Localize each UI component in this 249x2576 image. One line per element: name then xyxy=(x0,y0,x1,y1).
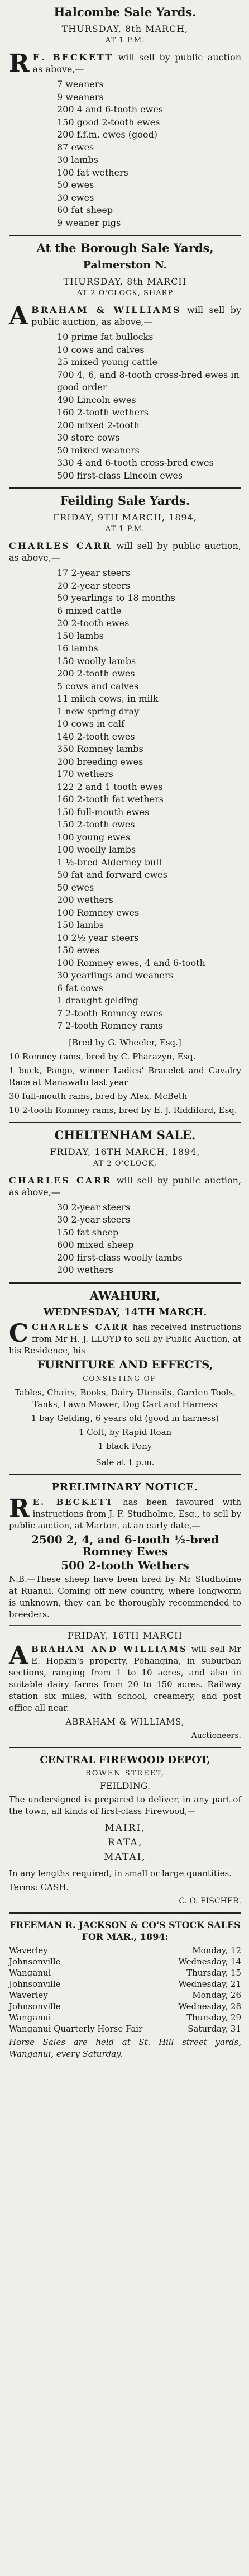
awahuri-consisting: CONSISTING OF — xyxy=(83,1374,167,1382)
freeman-schedule xyxy=(9,1945,241,2034)
sale-place: Johnsonville xyxy=(9,1978,61,1989)
awahuri-date: WEDNESDAY, 14TH MARCH. xyxy=(43,1306,207,1318)
lot-item: 20 2-tooth ewes xyxy=(57,618,130,628)
firewood-note: In any lengths required, in small or large quantities. xyxy=(9,1868,232,1878)
lot-item: 6 mixed cattle xyxy=(57,605,122,616)
lot-item: 7 2-tooth Romney ewes xyxy=(57,1007,163,1019)
firewood-terms: Terms: CASH. xyxy=(9,1882,69,1892)
borough-heading: At the Borough Sale Yards, xyxy=(36,241,214,255)
table-row xyxy=(9,2012,241,2023)
lot-item: 150 lambs xyxy=(57,630,104,641)
awahuri-pony: 1 black Pony xyxy=(98,1441,152,1451)
lot-item: 200 2-tooth ewes xyxy=(57,668,135,679)
table-row xyxy=(9,1945,241,1956)
feilding-extras xyxy=(9,1051,241,1116)
dropcap: A xyxy=(9,302,28,330)
lot-item: 160 2-tooth fat wethers xyxy=(57,794,164,804)
sale-place: Wanganui xyxy=(9,1967,51,1978)
feilding-time: AT 1 P.M. xyxy=(105,525,145,533)
feilding-date: FRIDAY, 9TH MARCH, 1894, xyxy=(53,512,197,523)
preliminary-notice xyxy=(9,1481,241,1621)
sale-date: Monday, 26 xyxy=(192,1990,241,2000)
cheltenham-intro-text: will sell by public auction, as above,— xyxy=(9,1175,242,1197)
lot-item: 50 yearlings to 18 months xyxy=(57,593,175,603)
sale-place: Johnsonville xyxy=(9,2001,61,2011)
feilding-intro-text: will sell by public auction, as above,— xyxy=(9,541,242,563)
prelim-note: N.B.—These sheep have been bred by Mr Studholme at Ruanui. Coming off new country, where longworm is unknown, they can be thoroughly recommended to breeders. xyxy=(9,1574,241,1620)
lot-item: 30 2-year steers xyxy=(57,1201,131,1213)
lot-item: 150 2-tooth ewes xyxy=(57,819,135,830)
lot-item: 150 ewes xyxy=(57,945,100,955)
feilding-heading: Feilding Sale Yards. xyxy=(60,494,190,508)
halcombe-lots xyxy=(9,78,241,229)
friday16-agent: BRAHAM AND WILLIAMS xyxy=(31,1644,188,1654)
awahuri-sale-time: Sale at 1 p.m. xyxy=(95,1457,155,1467)
lot-item: 30 full-mouth rams, bred by Alex. McBeth xyxy=(9,1091,188,1101)
dropcap: R xyxy=(9,49,30,78)
lot-item: 10 prime fat bullocks xyxy=(57,332,154,342)
awahuri-colt: 1 Colt, by Rapid Roan xyxy=(78,1427,172,1437)
divider xyxy=(9,1747,241,1748)
cheltenham-intro xyxy=(9,1175,241,1198)
divider xyxy=(9,1625,241,1626)
firewood-sig: C. O. FISCHER. xyxy=(179,1896,241,1906)
borough-intro xyxy=(9,304,241,328)
lot-item: 200 mixed 2-tooth xyxy=(57,419,140,430)
halcombe-intro-text: will sell by public auction as above,— xyxy=(32,52,242,74)
lot-item: 50 ewes xyxy=(57,179,94,190)
lot-item: 122 2 and 1 tooth ewes xyxy=(57,781,163,792)
friday16-date: FRIDAY, 16TH MARCH xyxy=(67,1630,183,1641)
dropcap: A xyxy=(9,1641,28,1670)
lot-item: 160 2-tooth wethers xyxy=(57,407,149,418)
lot-item: 700 4, 6, and 8-tooth cross-bred ewes in good order xyxy=(57,369,240,392)
firewood-town: FEILDING. xyxy=(99,1780,151,1791)
feilding-agent: CHARLES CARR xyxy=(9,541,112,551)
feilding-bred-note: [Bred by G. Wheeler, Esq.] xyxy=(69,1037,181,1048)
lot-item: 10 cows in calf xyxy=(57,718,125,729)
lot-item: 1 new spring dray xyxy=(57,705,140,717)
lot-item: 140 2-tooth ewes xyxy=(57,731,135,742)
lot-item: 150 good 2-tooth ewes xyxy=(57,116,160,127)
awahuri-items: Tables, Chairs, Books, Dairy Utensils, Garden Tools, Tanks, Lawn Mower, Dog Cart and Harness xyxy=(14,1387,236,1409)
lot-item: 30 2-year steers xyxy=(57,1214,131,1225)
sale-place: Johnsonville xyxy=(9,1956,61,1967)
sale-date: Wednesday, 14 xyxy=(178,1956,241,1967)
lot-item: 50 ewes xyxy=(57,882,94,893)
lot-item: 1 draught gelding xyxy=(57,995,138,1006)
freeman-stock-sales xyxy=(9,1919,241,2060)
lot-item: 30 store cows xyxy=(57,432,120,443)
lot-item: 500 first-class Lincoln ewes xyxy=(57,470,183,481)
feilding-sale xyxy=(9,494,241,1116)
lot-item: 200 4 and 6-tooth ewes xyxy=(57,104,164,115)
lot-item: 9 weaner pigs xyxy=(57,217,121,228)
firewood-heading: CENTRAL FIREWOOD DEPOT, xyxy=(40,1754,210,1766)
cheltenham-heading: CHELTENHAM SALE. xyxy=(54,1128,196,1142)
lot-item: 11 milch cows, in milk xyxy=(57,693,159,704)
lot-item: 10 cows and calves xyxy=(57,344,145,355)
cheltenham-sale xyxy=(9,1129,241,1277)
awahuri-gelding: 1 bay Gelding, 6 years old (good in harness) xyxy=(31,1413,219,1423)
lot-item: 17 2-year steers xyxy=(57,567,131,578)
sale-date: Thursday, 29 xyxy=(186,2012,241,2023)
awahuri-title: FURNITURE AND EFFECTS, xyxy=(37,1357,213,1371)
cheltenham-agent: CHARLES CARR xyxy=(9,1175,112,1186)
friday16-sig2: Auctioneers. xyxy=(191,1731,241,1740)
lot-item: 30 ewes xyxy=(57,192,94,203)
sale-date: Monday, 12 xyxy=(192,1945,241,1955)
sale-place: Wanganui Quarterly Horse Fair xyxy=(9,2023,143,2034)
lot-item: 100 young ewes xyxy=(57,831,131,842)
sale-place: Waverley xyxy=(9,1945,48,1955)
timber-item: RATA, xyxy=(107,1836,143,1848)
timber-list xyxy=(9,1821,241,1864)
divider xyxy=(9,1912,241,1914)
lot-item: 7 weaners xyxy=(57,79,104,89)
sale-date: Wednesday, 28 xyxy=(178,2001,241,2011)
halcombe-time: AT 1 P.M. xyxy=(105,36,145,45)
lot-item: 600 mixed sheep xyxy=(57,1239,134,1250)
awahuri-body-text: has received instructions from Mr H. J. LLOYD to sell by Public Auction, at his Residence, his xyxy=(9,1322,241,1356)
sale-place: Wanganui xyxy=(9,2012,51,2023)
table-row xyxy=(9,1967,241,1978)
lot-item: 25 mixed young cattle xyxy=(57,357,158,367)
cheltenham-time: AT 2 O'CLOCK, xyxy=(93,1159,157,1168)
awahuri-heading: AWAHURI, xyxy=(89,1288,161,1303)
borough-date: THURSDAY, 8th MARCH xyxy=(63,276,187,287)
lot-item: 200 wethers xyxy=(57,894,113,905)
lot-item: 10 Romney rams, bred by C. Pharazyn, Esq. xyxy=(9,1051,196,1062)
lot-item: 150 lambs xyxy=(57,920,104,930)
prelim-line1: 2500 2, 4, and 6-tooth ½-bred Romney Ewes xyxy=(31,1532,219,1558)
prelim-line2: 500 2-tooth Wethers xyxy=(61,1558,189,1572)
lot-item: 330 4 and 6-tooth cross-bred ewes xyxy=(57,457,214,468)
freeman-footer: Horse Sales are held at St. Hill street yards, Wanganui, every Saturday. xyxy=(9,2037,241,2059)
prelim-agent: E. BECKETT xyxy=(32,1497,114,1507)
table-row xyxy=(9,1990,241,2001)
dropcap: C xyxy=(9,1319,29,1348)
lot-item: 6 fat cows xyxy=(57,982,103,993)
borough-place: Palmerston N. xyxy=(83,259,167,271)
feilding-intro xyxy=(9,540,241,564)
halcombe-date: THURSDAY, 8th MARCH, xyxy=(61,23,189,34)
sale-date: Thursday, 15 xyxy=(186,1967,241,1978)
lot-item: 200 wethers xyxy=(57,1265,113,1275)
feilding-lots xyxy=(9,567,241,1033)
borough-time: AT 2 O'CLOCK, SHARP xyxy=(76,289,174,297)
lot-item: 100 fat wethers xyxy=(57,167,128,178)
sale-place: Waverley xyxy=(9,1990,48,2000)
friday16-body xyxy=(9,1641,241,1714)
borough-sale xyxy=(9,242,241,482)
lot-item: 50 fat and forward ewes xyxy=(57,869,167,880)
lot-item: 10 2-tooth Romney rams, bred by E. J. Riddiford, Esq. xyxy=(9,1105,237,1115)
lot-item: 350 Romney lambs xyxy=(57,744,143,754)
timber-item: MATAI, xyxy=(104,1851,146,1863)
lot-item: 30 yearlings and weaners xyxy=(57,970,174,981)
lot-item: 150 woolly lambs xyxy=(57,655,136,666)
lot-item: 20 2-year steers xyxy=(57,580,131,591)
table-row xyxy=(9,1956,241,1967)
lot-item: 490 Lincoln ewes xyxy=(57,394,136,405)
prelim-body-text: has been favoured with instructions from J. F. Studholme, Esq., to sell by public auction, at Marton, at an early date,— xyxy=(9,1497,242,1531)
dropcap: R xyxy=(9,1494,30,1523)
pohangina-sale xyxy=(9,1630,241,1741)
prelim-heading: PRELIMINARY NOTICE. xyxy=(51,1481,199,1493)
lot-item: 1 buck, Pango, winner Ladies' Bracelet and Cavalry Race at Manawatu last year xyxy=(9,1065,241,1087)
lot-item: 1 ½-bred Alderney bull xyxy=(57,856,162,868)
lot-item: 200 breeding ewes xyxy=(57,756,143,767)
lot-item: 50 mixed weaners xyxy=(57,444,140,456)
lot-item: 30 lambs xyxy=(57,154,98,165)
lot-item: 150 full-mouth ewes xyxy=(57,806,150,817)
halcombe-sale xyxy=(9,6,241,229)
lot-item: 100 Romney ewes, 4 and 6-tooth xyxy=(57,957,205,968)
divider xyxy=(9,235,241,236)
divider xyxy=(9,487,241,489)
awahuri-sale xyxy=(9,1289,241,1469)
lot-item: 7 2-tooth Romney rams xyxy=(57,1020,163,1031)
freeman-heading: FREEMAN R. JACKSON & CO'S STOCK SALES FOR MAR., 1894: xyxy=(9,1919,241,1942)
lot-item: 100 Romney ewes xyxy=(57,907,140,918)
lot-item: 200 first-class woolly lambs xyxy=(57,1252,183,1263)
firewood-body: The undersigned is prepared to deliver, in any part of the town, all kinds of first-class Firewood,— xyxy=(9,1794,241,1816)
awahuri-agent: CHARLES CARR xyxy=(32,1322,130,1332)
lot-item: 170 wethers xyxy=(57,769,113,779)
table-row xyxy=(9,2001,241,2012)
table-row xyxy=(9,2023,241,2034)
borough-intro-text: will sell by public auction, as above,— xyxy=(31,305,242,327)
divider xyxy=(9,1122,241,1123)
divider xyxy=(9,1474,241,1475)
borough-agent: BRAHAM & WILLIAMS xyxy=(31,305,181,315)
friday16-sig1: ABRAHAM & WILLIAMS, xyxy=(65,1716,185,1727)
firewood-street: BOWEN STREET, xyxy=(85,1769,165,1778)
lot-item: 100 woolly lambs xyxy=(57,844,136,855)
lot-item: 16 lambs xyxy=(57,643,98,654)
firewood-depot xyxy=(9,1754,241,1907)
prelim-body xyxy=(9,1494,242,1532)
halcombe-heading: Halcombe Sale Yards. xyxy=(54,5,197,19)
sale-date: Saturday, 31 xyxy=(188,2023,241,2034)
cheltenham-lots xyxy=(9,1201,241,1277)
awahuri-body xyxy=(9,1319,241,1357)
friday16-body-text: will sell Mr E. Hopkin's property, Pohangina, in suburban sections, ranging from 1 to 10 acres, and also in suitable dairy farms from 20 to 150 acres. Railway station six miles, with school, creamery, and post office all near. xyxy=(9,1644,241,1713)
lot-item: 200 f.f.m. ewes (good) xyxy=(57,129,158,140)
lot-item: 5 cows and calves xyxy=(57,680,139,692)
lot-item: 10 2½ year steers xyxy=(57,932,139,943)
divider xyxy=(9,1282,241,1284)
lot-item: 60 fat sheep xyxy=(57,205,113,215)
halcombe-intro xyxy=(9,49,242,78)
lot-item: 9 weaners xyxy=(57,91,104,102)
halcombe-agent: E. BECKETT xyxy=(32,52,114,63)
timber-item: MAIRI, xyxy=(104,1822,146,1834)
lot-item: 150 fat sheep xyxy=(57,1227,119,1238)
cheltenham-date: FRIDAY, 16TH MARCH, 1894, xyxy=(50,1146,200,1157)
sale-date: Wednesday, 21 xyxy=(178,1978,241,1989)
borough-lots xyxy=(9,331,241,482)
table-row xyxy=(9,1978,241,1990)
lot-item: 87 ewes xyxy=(57,141,94,153)
